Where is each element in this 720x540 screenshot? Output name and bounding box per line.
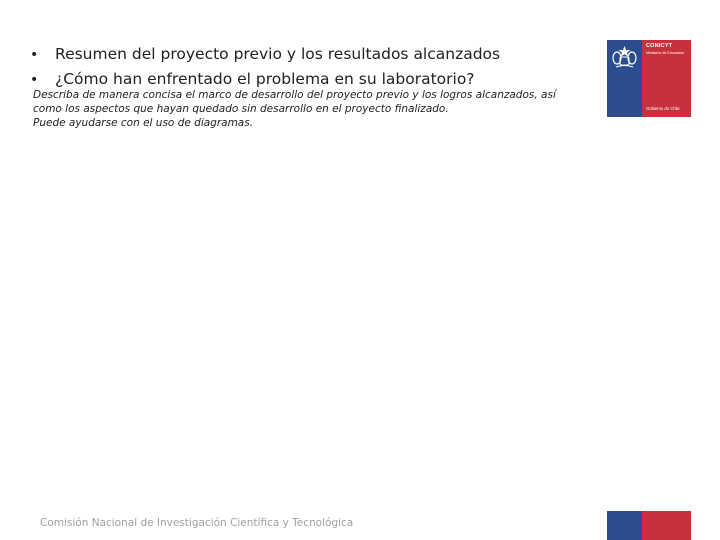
bullet-item [30, 42, 590, 67]
logo-subtitle: Ministerio de Educación [646, 51, 685, 55]
logo-name: CONICYT [646, 43, 673, 49]
bullet-symbol: • [30, 72, 39, 88]
description-line: como los aspectos que hayan quedado sin desarrollo en el proyecto finalizado. [33, 103, 449, 115]
flag-red-panel [642, 511, 691, 540]
flag-blue-panel [607, 511, 642, 540]
footer-flag-bar [607, 511, 691, 540]
bullet-symbol: • [30, 47, 39, 63]
description-text [33, 88, 593, 130]
bullet-text: Resumen del proyecto previo y los resultados alcanzados [55, 45, 501, 63]
footer-text: Comisión Nacional de Investigación Científica y Tecnológica [40, 517, 354, 529]
description-line: Puede ayudarse con el uso de diagramas. [33, 117, 254, 129]
bullet-text: ¿Cómo han enfrentado el problema en su laboratorio? [55, 70, 475, 88]
conicyt-logo [607, 40, 691, 117]
chile-coat-of-arms-icon [611, 44, 638, 69]
description-line: Describa de manera concisa el marco de desarrollo del proyecto previo y los logros alcanzados, así [33, 89, 556, 101]
bullet-list [30, 42, 590, 92]
logo-government: Gobierno de Chile [646, 106, 680, 111]
